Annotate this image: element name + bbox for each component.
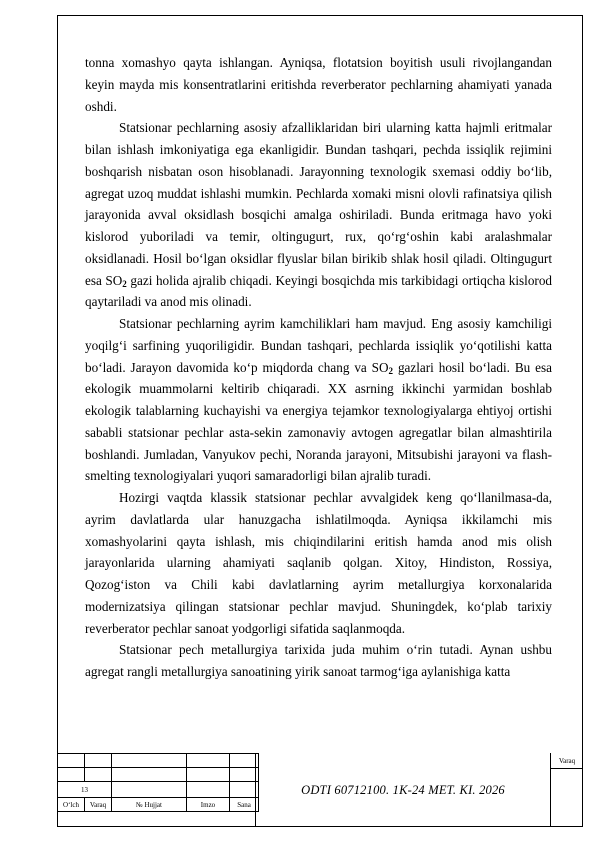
sheet-box (551, 753, 583, 827)
document-body (85, 52, 552, 683)
col-olch: O‘lch (58, 798, 85, 812)
document-code: ODTI 60712100. 1K-24 MET. KI. 2026 (301, 782, 505, 797)
col-imzo: Imzo (187, 798, 230, 812)
stamp-grid (57, 753, 259, 812)
page-number: 13 (58, 782, 112, 798)
col-sana: Sana (230, 798, 259, 812)
col-varaq: Varaq (85, 798, 112, 812)
paragraph-4: Hozirgi vaqtda klassik statsionar pechlar avvalgidek keng qo‘llanilmasa-da, ayrim davlatlarda ular hanuzgacha ishlatilmoqda. Ayniqsa ikkilamchi mis xomashyolarini qayta ishlash, mis chiqindilarini eritish hamda anod mis olish jarayonlarida ularning ahamiyati saqlanib qolgan. Xitoy, Hindiston, Rossiya, Qozog‘iston va Chili kabi davlatlarning ayrim metallurgiya korxonalarida modernizatsiya qilingan statsionar pechlar mavjud. Shuningdek, ko‘plab tarixiy reverberator pechlar sanoat yodgorligi sifatida saqlanmoqda. (85, 490, 552, 636)
paragraph-3-text: Statsionar pechlarning ayrim kamchiliklari ham mavjud. Eng asosiy kamchiligi yoqilg‘i sarfining yuqoriligidir. Bundan tashqari, pechlarda issiqlik yo‘qotilishi katta bo‘ladi. Jarayon davomida ko‘p miqdorda chang va SO (85, 316, 552, 375)
so2-subscript: 2 (122, 278, 127, 289)
document-code-box (255, 753, 551, 827)
paragraph-3-tail: gazlari hosil bo‘ladi. Bu esa ekologik muammolarni keltirib chiqaradi. XX asrning ikkinchi yarmidan boshlab ekologik talablarning kuchayishi va energiya tejamkor texnologiyalarga ehtiyoj ortishi sababli statsionar pechlar asta-sekin zamonaviy avtogen agregatlar bilan almashtirila boshlandi. Jumladan, Vanyukov pechi, Noranda jarayoni, Mitsubishi jarayoni va flash-smelting texnologiyalari yuqori samaradorligi bilan ajralib turadi. (85, 359, 552, 484)
title-block-stamp (57, 753, 583, 827)
so2-subscript: 2 (388, 365, 394, 376)
paragraph-2-tail: gazi holida ajralib chiqadi. Keyingi bosqichda mis tarkibidagi ortiqcha kislorod qaytariladi va anod mis olinadi. (85, 272, 553, 310)
paragraph-1: tonna xomashyo qayta ishlangan. Ayniqsa, flotatsion boyitish usuli rivojlangandan keyin mayda mis konsentratlarini eritishda reverberator pechlarning ahamiyati yanada oshdi. (85, 55, 552, 114)
paragraph-2 (85, 117, 552, 313)
paragraph-2-text: Statsionar pechlarning asosiy afzalliklaridan biri ularning katta hajmli eritmalar bilan ishlash imkoniyatiga ega ekanligidir. Bundan tashqari, pechda issiqlik rejimini boshqarish nisbatan oson hisoblanadi. Jarayonning texnologik sxemasi oddiy bo‘lib, agregat uzoq muddat ishlashi mumkin. Pechlarda xomaki misni olovli rafinatsiya qilish jarayonida avval oksidlash bosqichi amalga oshiriladi. Bunda eritmaga havo yoki kislorod yuboriladi va temir, oltingugurt, rux, qo‘rg‘oshin kabi aralashmalar oksidlanadi. Hosil bo‘lgan oksidlar flyuslar bilan birikib shlak hosil qiladi. Oltingugurt esa SO (85, 120, 552, 288)
sheet-label: Varaq (551, 753, 583, 769)
col-hujjat: № Hujjat (112, 798, 187, 812)
paragraph-5: Statsionar pech metallurgiya tarixida juda muhim o‘rin tutadi. Aynan ushbu agregat rangli metallurgiya sanoatining yirik sanoat tarmog‘iga aylanishiga katta (85, 642, 552, 679)
paragraph-3 (85, 313, 552, 487)
